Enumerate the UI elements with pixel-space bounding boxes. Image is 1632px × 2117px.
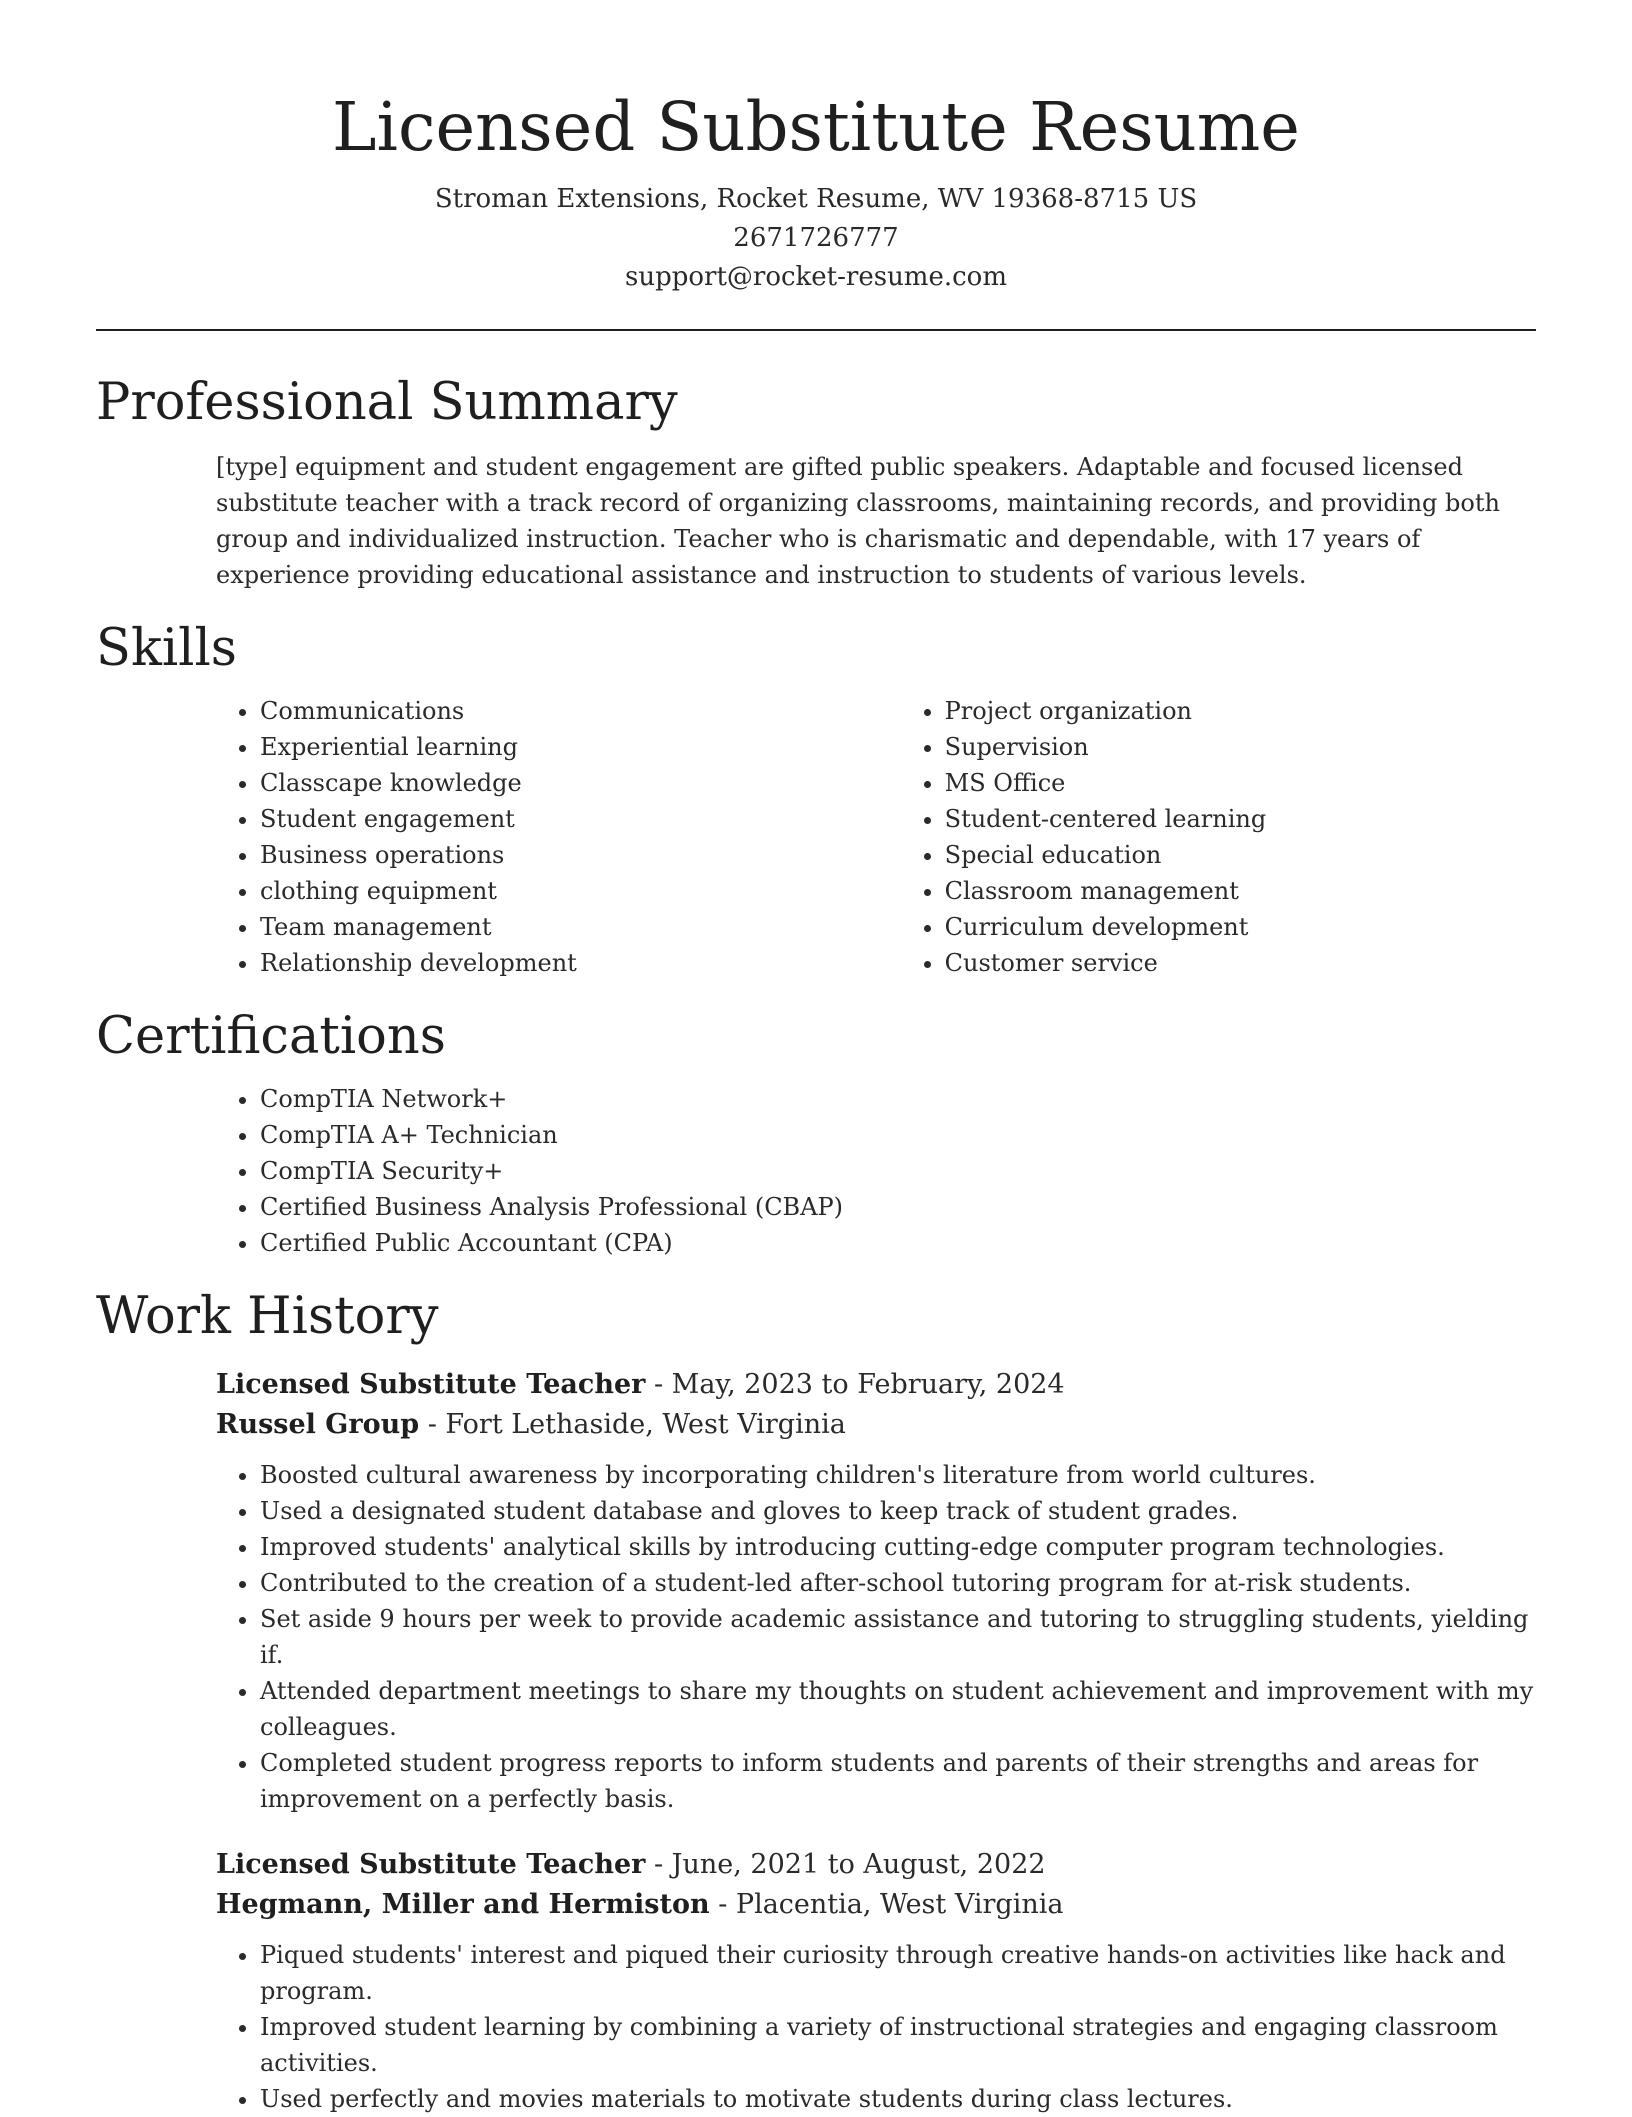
certifications-heading: Certifications <box>96 1007 446 1066</box>
job-company-line <box>216 1405 1536 1445</box>
skill-item: • Project organization <box>945 693 1536 729</box>
skill-item: • Classcape knowledge <box>260 765 901 801</box>
certification-item: • CompTIA Security+ <box>260 1153 1536 1189</box>
header-divider <box>96 329 1536 331</box>
job-location: - Placentia, West Virginia <box>709 1889 1064 1920</box>
job-bullets <box>216 1937 1536 2117</box>
skills-list-left <box>216 693 901 981</box>
summary-text: [type] equipment and student engagement are gifted public speakers. Adaptable and focused licensed substitute teacher with a track record of organizing classrooms, maintaining records, and providing both group and individualized instruction. Teacher who is charismatic and dependable, with 17 years of experience providing educational assistance and instruction to students of various levels. <box>216 453 1500 589</box>
skill-item: • Curriculum development <box>945 909 1536 945</box>
contact-email: support@rocket-resume.com <box>624 262 1007 292</box>
job-company: Russel Group <box>216 1409 420 1440</box>
contact-block <box>96 180 1536 297</box>
summary-heading: Professional Summary <box>96 373 678 432</box>
contact-address: Stroman Extensions, Rocket Resume, WV 19368-8715 US <box>434 184 1198 214</box>
job-company: Hegmann, Miller and Hermiston <box>216 1889 710 1920</box>
job-title: Licensed Substitute Teacher <box>216 1849 646 1880</box>
work-history-heading: Work History <box>96 1287 439 1346</box>
job-bullet: • Attended department meetings to share my thoughts on student achievement and improvement with my colleagues. <box>260 1673 1536 1745</box>
skill-item: • Special education <box>945 837 1536 873</box>
certification-item: • CompTIA A+ Technician <box>260 1117 1536 1153</box>
skill-item: • Relationship development <box>260 945 901 981</box>
skill-item: • Customer service <box>945 945 1536 981</box>
skill-item: • clothing equipment <box>260 873 901 909</box>
job-entry <box>216 1365 1536 1817</box>
skill-item: • MS Office <box>945 765 1536 801</box>
job-dates: - June, 2021 to August, 2022 <box>645 1849 1046 1880</box>
skills-heading: Skills <box>96 619 237 678</box>
skills-list-right <box>901 693 1536 981</box>
job-bullet: • Piqued students' interest and piqued their curiosity through creative hands-on activities like hack and program. <box>260 1937 1536 2009</box>
job-bullet: • Improved student learning by combining a variety of instructional strategies and engaging classroom activities. <box>260 2009 1536 2081</box>
job-bullet: • Contributed to the creation of a student-led after-school tutoring program for at-risk students. <box>260 1565 1536 1601</box>
certification-item: • Certified Public Accountant (CPA) <box>260 1225 1536 1261</box>
contact-phone: 2671726777 <box>733 223 899 253</box>
job-bullet: • Improved students' analytical skills by introducing cutting-edge computer program technologies. <box>260 1529 1536 1565</box>
job-bullet: • Boosted cultural awareness by incorporating children's literature from world cultures. <box>260 1457 1536 1493</box>
skill-item: • Business operations <box>260 837 901 873</box>
skill-item: • Team management <box>260 909 901 945</box>
job-bullet: • Used perfectly and movies materials to motivate students during class lectures. <box>260 2081 1536 2117</box>
job-title: Licensed Substitute Teacher <box>216 1369 646 1400</box>
job-title-line <box>216 1365 1536 1405</box>
certification-item: • CompTIA Network+ <box>260 1081 1536 1117</box>
job-bullet: • Completed student progress reports to inform students and parents of their strengths and areas for improvement on a perfectly basis. <box>260 1745 1536 1817</box>
certifications-list <box>216 1081 1536 1261</box>
skill-item: • Classroom management <box>945 873 1536 909</box>
skill-item: • Experiential learning <box>260 729 901 765</box>
job-bullet: • Used a designated student database and gloves to keep track of student grades. <box>260 1493 1536 1529</box>
skill-item: • Student engagement <box>260 801 901 837</box>
job-dates: - May, 2023 to February, 2024 <box>645 1369 1065 1400</box>
resume-title: Licensed Substitute Resume <box>332 88 1300 166</box>
skills-grid <box>216 693 1536 981</box>
job-bullets <box>216 1457 1536 1817</box>
skill-item: • Student-centered learning <box>945 801 1536 837</box>
job-location: - Fort Lethaside, West Virginia <box>419 1409 846 1440</box>
job-company-line <box>216 1885 1536 1925</box>
job-entry <box>216 1845 1536 2117</box>
skill-item: • Supervision <box>945 729 1536 765</box>
job-title-line <box>216 1845 1536 1885</box>
certification-item: • Certified Business Analysis Professional (CBAP) <box>260 1189 1536 1225</box>
skill-item: • Communications <box>260 693 901 729</box>
job-bullet: • Set aside 9 hours per week to provide academic assistance and tutoring to struggling students, yielding if. <box>260 1601 1536 1673</box>
